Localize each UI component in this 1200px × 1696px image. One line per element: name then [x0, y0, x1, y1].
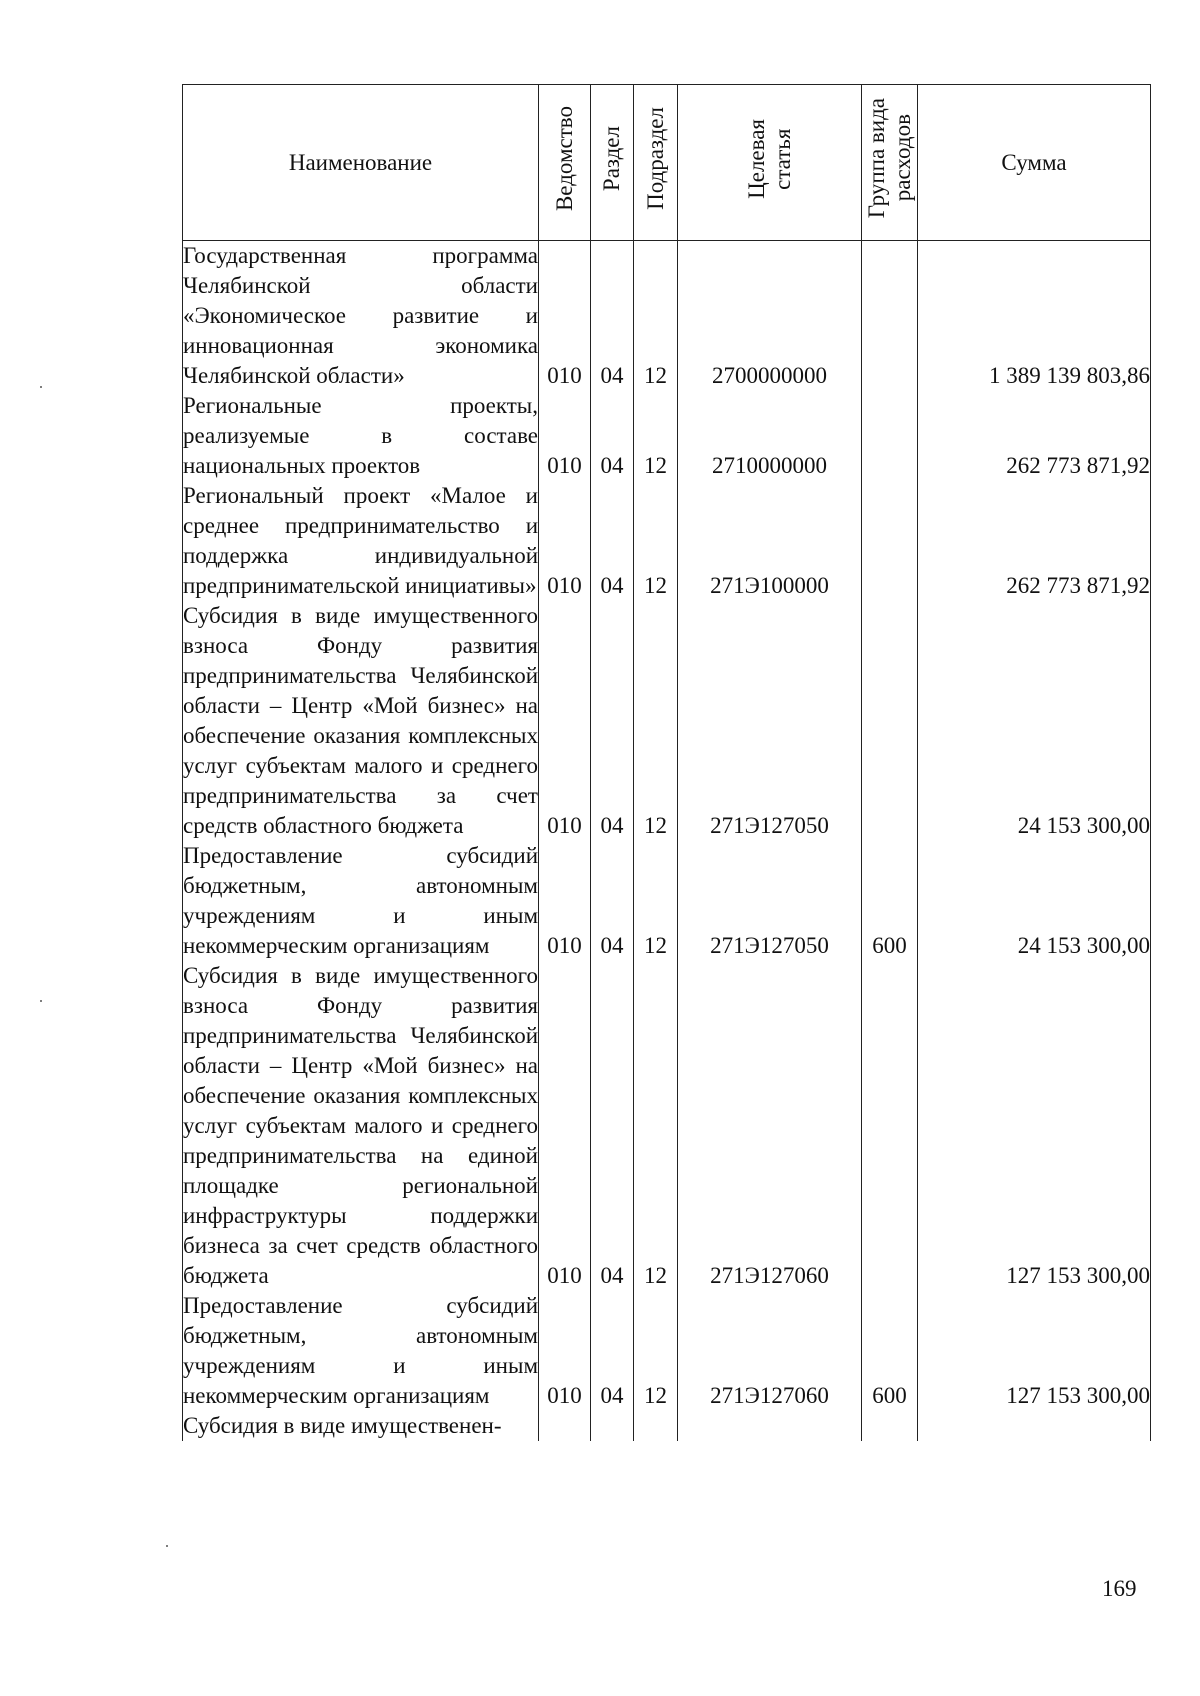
cell-expense-group — [862, 481, 918, 601]
cell-expense-group — [862, 1411, 918, 1441]
cell-expense-group — [862, 391, 918, 481]
cell-name: Субсидия в виде имущественен- — [183, 1411, 539, 1441]
cell-target-article: 271Э127060 — [678, 961, 862, 1291]
cell-department: 010 — [539, 241, 591, 392]
header-expense-group — [862, 85, 918, 241]
cell-subsection: 12 — [634, 481, 678, 601]
cell-amount: 24 153 300,00 — [918, 841, 1151, 961]
cell-section: 04 — [591, 961, 634, 1291]
table-row — [183, 241, 1151, 392]
cell-subsection: 12 — [634, 391, 678, 481]
table-body — [183, 241, 1151, 1442]
cell-amount: 1 389 139 803,86 — [918, 241, 1151, 392]
cell-expense-group — [862, 961, 918, 1291]
cell-subsection — [634, 1411, 678, 1441]
cell-amount: 127 153 300,00 — [918, 961, 1151, 1291]
header-target-article — [678, 85, 862, 241]
cell-target-article: 271Э127050 — [678, 601, 862, 841]
cell-section: 04 — [591, 241, 634, 392]
header-amount: Сумма — [918, 85, 1151, 241]
cell-department: 010 — [539, 391, 591, 481]
page-number: 169 — [1102, 1576, 1137, 1601]
cell-section: 04 — [591, 601, 634, 841]
cell-target-article: 271Э127050 — [678, 841, 862, 961]
cell-department: 010 — [539, 961, 591, 1291]
header-section — [591, 85, 634, 241]
cell-subsection: 12 — [634, 1291, 678, 1411]
cell-amount: 127 153 300,00 — [918, 1291, 1151, 1411]
cell-department: 010 — [539, 481, 591, 601]
table-row — [183, 601, 1151, 841]
header-department — [539, 85, 591, 241]
cell-name: Предоставление субсидий бюджетным, автономным учреждениям и иным некоммерческим организациям — [183, 841, 539, 961]
budget-table — [182, 84, 1151, 1441]
header-expense-group-label: Группа вида расходов — [863, 98, 915, 219]
cell-section — [591, 1411, 634, 1441]
cell-department — [539, 1411, 591, 1441]
cell-amount: 262 773 871,92 — [918, 481, 1151, 601]
cell-name: Государственная программа Челябинской области «Экономическое развитие и инновационная экономика Челябинской области» — [183, 241, 539, 392]
cell-name: Субсидия в виде имущественного взноса Фонду развития предпринимательства Челябинской области – Центр «Мой бизнес» на обеспечение оказания комплексных услуг субъектам малого и среднего предпринимательства за счет средств областного бюджета — [183, 601, 539, 841]
cell-target-article: 2700000000 — [678, 241, 862, 392]
cell-target-article: 271Э100000 — [678, 481, 862, 601]
cell-amount — [918, 1411, 1151, 1441]
cell-amount: 262 773 871,92 — [918, 391, 1151, 481]
cell-section: 04 — [591, 841, 634, 961]
cell-name: Региональный проект «Малое и среднее предпринимательство и поддержка индивидуальной предпринимательской инициативы» — [183, 481, 539, 601]
cell-subsection: 12 — [634, 601, 678, 841]
table-row — [183, 391, 1151, 481]
cell-subsection: 12 — [634, 961, 678, 1291]
cell-section: 04 — [591, 1291, 634, 1411]
scan-speck — [40, 1000, 42, 1002]
table-row — [183, 1411, 1151, 1441]
cell-section: 04 — [591, 391, 634, 481]
table-row — [183, 481, 1151, 601]
scan-speck — [166, 1545, 168, 1547]
cell-department: 010 — [539, 601, 591, 841]
cell-expense-group: 600 — [862, 1291, 918, 1411]
cell-section: 04 — [591, 481, 634, 601]
cell-name: Субсидия в виде имущественного взноса Фонду развития предпринимательства Челябинской области – Центр «Мой бизнес» на обеспечение оказания комплексных услуг субъектам малого и среднего предпринимательства на единой площадке региональной инфраструктуры поддержки бизнеса за счет средств областного бюджета — [183, 961, 539, 1291]
cell-target-article — [678, 1411, 862, 1441]
table-row — [183, 1291, 1151, 1411]
header-name: Наименование — [183, 85, 539, 241]
header-subsection — [634, 85, 678, 241]
header-department-label: Ведомство — [551, 105, 577, 212]
scan-speck — [40, 386, 42, 388]
header-subsection-label: Подраздел — [642, 107, 668, 210]
cell-name: Региональные проекты, реализуемые в составе национальных проектов — [183, 391, 539, 481]
header-target-article-label: Целевая статья — [743, 118, 795, 199]
cell-expense-group — [862, 241, 918, 392]
header-section-label: Раздел — [599, 125, 624, 192]
table-row — [183, 961, 1151, 1291]
cell-subsection: 12 — [634, 841, 678, 961]
cell-subsection: 12 — [634, 241, 678, 392]
table-row — [183, 841, 1151, 961]
cell-amount: 24 153 300,00 — [918, 601, 1151, 841]
table-header — [183, 85, 1151, 241]
cell-expense-group — [862, 601, 918, 841]
cell-department: 010 — [539, 1291, 591, 1411]
cell-target-article: 2710000000 — [678, 391, 862, 481]
cell-department: 010 — [539, 841, 591, 961]
cell-name: Предоставление субсидий бюджетным, автономным учреждениям и иным некоммерческим организациям — [183, 1291, 539, 1411]
cell-expense-group: 600 — [862, 841, 918, 961]
cell-target-article: 271Э127060 — [678, 1291, 862, 1411]
